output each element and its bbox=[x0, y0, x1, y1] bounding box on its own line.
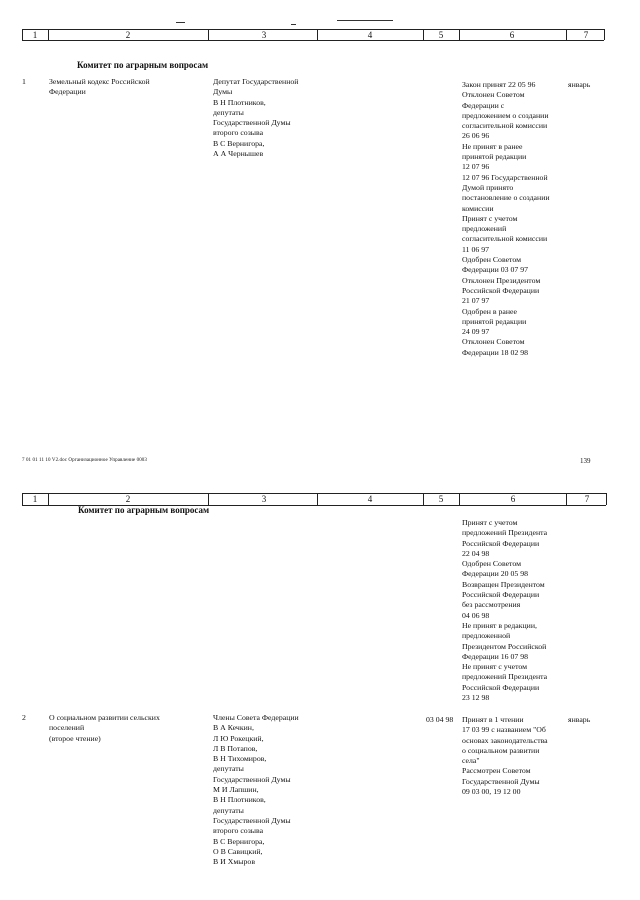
header-divider bbox=[604, 29, 605, 40]
header-divider bbox=[317, 29, 318, 40]
column-header-2: 2 bbox=[125, 494, 131, 504]
column-header-1: 1 bbox=[32, 30, 38, 40]
column-header-5: 5 bbox=[438, 494, 444, 504]
introduction-date: 03 04 98 bbox=[426, 715, 454, 724]
header-divider bbox=[606, 493, 607, 505]
column-header-5: 5 bbox=[438, 30, 444, 40]
bill-title: О социальном развитии сельских поселений (второе чтение) bbox=[49, 713, 160, 743]
section-title: Комитет по аграрным вопросам bbox=[78, 505, 210, 515]
bill-authors: Члены Совета Федерации В А Кечкин, Л Ю Рокецкий, Л В Потапов, В Н Тихомиров, депутаты Государственной Думы М И Лапшин, В Н Плотников, депутаты Государственной Думы второго созыва В С Вернигора, О В Савицкий, В И Хмыров bbox=[213, 713, 299, 867]
header-divider bbox=[423, 29, 424, 40]
header-divider bbox=[22, 493, 23, 505]
header-divider bbox=[566, 493, 567, 505]
column-header-1: 1 bbox=[32, 494, 38, 504]
section-title: Комитет по аграрным вопросам bbox=[77, 60, 209, 70]
header-divider bbox=[317, 493, 318, 505]
scan-mark bbox=[291, 24, 296, 25]
header-divider bbox=[208, 493, 209, 505]
header-divider bbox=[22, 29, 23, 40]
header-divider bbox=[48, 29, 49, 40]
column-header-3: 3 bbox=[261, 494, 267, 504]
bill-status: Закон принят 22 05 96 Отклонен Советом Федерации с предложением о создании согласительной комиссии 26 06 96 Не принят в ранее принятой редакции 12 07 96 12 07 96 Государственной Думой принято постановление о создании комиссии Принят с учетом предложений согласительной комиссии 11 06 97 Одобрен Советом Федерации 03 07 97 Отклонен Президентом Российской Федерации 21 07 97 Одобрен в ранее принятой редакции 24 09 97 Отклонен Советом Федерации 18 02 98 bbox=[462, 80, 550, 357]
column-header-6: 6 bbox=[510, 494, 516, 504]
status-continuation: Принят с учетом предложений Президента Российской Федерации 22 04 98 Одобрен Советом Федерации 20 05 98 Возвращен Президентом Российской Федерации без рассмотрения 04 06 98 Не принят в редакции, предложенной Президентом Российской Федерации 16 07 98 Не принят с учетом предложений Президента Российской Федерации 23 12 98 bbox=[462, 518, 548, 703]
page-number: 139 bbox=[580, 457, 591, 465]
scan-mark bbox=[176, 22, 185, 23]
column-header-3: 3 bbox=[261, 30, 267, 40]
bill-title: Земельный кодекс Российской Федерации bbox=[49, 77, 150, 97]
header-divider bbox=[459, 29, 460, 40]
column-header-4: 4 bbox=[367, 30, 373, 40]
header-divider bbox=[48, 493, 49, 505]
scan-mark bbox=[337, 20, 393, 21]
column-header-7: 7 bbox=[584, 494, 590, 504]
column-header-6: 6 bbox=[509, 30, 515, 40]
bill-month: январь bbox=[568, 80, 591, 89]
header-divider bbox=[423, 493, 424, 505]
document-footer: 7 01 01 11 10 V2.doc Организационное Управление 0003 bbox=[22, 458, 147, 463]
bill-authors: Депутат Государственной Думы В Н Плотников, депутаты Государственной Думы второго созыва В С Вернигора, А А Чернышев bbox=[213, 77, 299, 159]
row-number: 2 bbox=[22, 713, 26, 722]
header-divider bbox=[208, 29, 209, 40]
header-divider bbox=[459, 493, 460, 505]
bill-month: январь bbox=[568, 715, 591, 724]
column-header-4: 4 bbox=[367, 494, 373, 504]
row-number: 1 bbox=[22, 77, 26, 86]
header-divider bbox=[566, 29, 567, 40]
column-header-2: 2 bbox=[125, 30, 131, 40]
header-bottom-border bbox=[22, 40, 604, 41]
column-header-7: 7 bbox=[583, 30, 589, 40]
bill-status: Принят в 1 чтении 17 03 99 с названием "Об основах законодательства о социальном развитии села" Рассмотрен Советом Государственной Думы 09 03 00, 19 12 00 bbox=[462, 715, 548, 797]
